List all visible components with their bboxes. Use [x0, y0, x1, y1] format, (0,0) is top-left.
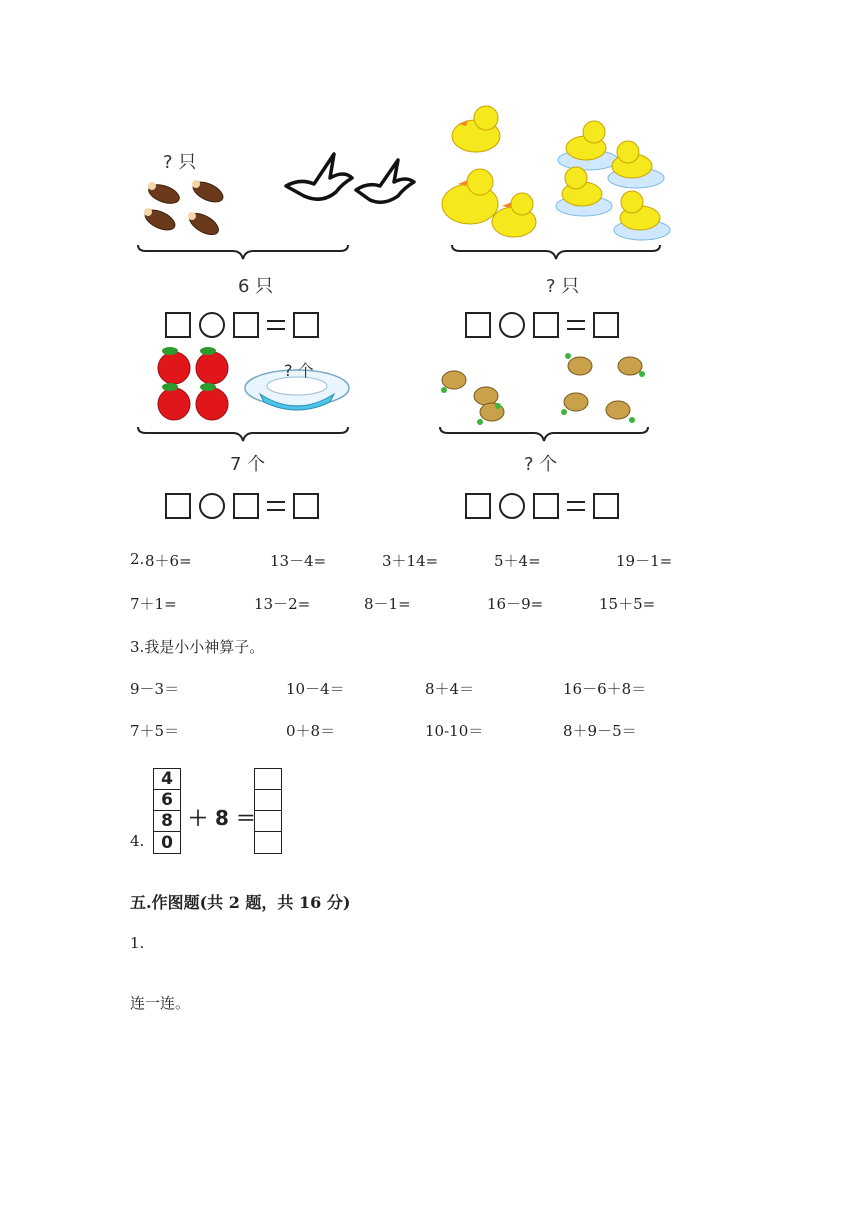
section5-instruction: 连一连。 [130, 994, 191, 1012]
ducks-total-label: ? 只 [546, 276, 580, 297]
equation-boxes-2 [465, 312, 619, 338]
section3-problem: 0＋8＝ [286, 722, 336, 740]
section2-problem: 13－4= [270, 552, 327, 570]
answer-box[interactable] [533, 312, 559, 338]
section3-problem: 8＋9－5＝ [563, 722, 637, 740]
plate-question-label: ? 个 [284, 361, 314, 380]
section3-title: 3.我是小小神算子。 [130, 638, 265, 656]
section3-problem: 9－3＝ [130, 680, 180, 698]
chicks-brace [438, 425, 650, 443]
section3-problem: 7＋5＝ [130, 722, 180, 740]
operator-circle[interactable] [199, 493, 225, 519]
ducks-illustration [436, 102, 676, 247]
section5-heading: 五.作图题(共 2 题，共 16 分) [130, 893, 351, 912]
answer-box[interactable] [533, 493, 559, 519]
answer-box[interactable] [165, 312, 191, 338]
equation-boxes-4 [465, 493, 619, 519]
answer-box[interactable] [593, 312, 619, 338]
stack-number: 6 [154, 790, 180, 811]
section2-problem: 8＋6= [145, 552, 192, 570]
section5-item1: 1. [130, 934, 145, 952]
equals-sign [567, 501, 585, 511]
answer-cell[interactable] [255, 811, 281, 832]
stack-number: 0 [161, 832, 173, 853]
answer-box[interactable] [293, 312, 319, 338]
section2-problem: 3＋14= [382, 552, 439, 570]
answer-box[interactable] [233, 493, 259, 519]
apples-illustration [154, 346, 234, 424]
section3-problem: 8＋4＝ [425, 680, 475, 698]
section2-problem: 15＋5= [599, 595, 656, 613]
stack-number: 8 [154, 811, 180, 832]
apples-total-label: 7 个 [230, 454, 266, 475]
ducks-brace [450, 243, 662, 261]
section2-problem: 16－9= [487, 595, 544, 613]
eagles-total-label: 6 只 [238, 276, 274, 297]
eagles-illustration [136, 172, 236, 247]
operator-circle[interactable] [499, 312, 525, 338]
answer-box[interactable] [165, 493, 191, 519]
answer-box[interactable] [465, 312, 491, 338]
section4-label: 4. [130, 832, 145, 850]
doves-illustration [282, 148, 417, 210]
equation-boxes-1 [165, 312, 319, 338]
equals-sign [567, 320, 585, 330]
operator-circle[interactable] [199, 312, 225, 338]
equals-sign [267, 501, 285, 511]
section2-problem: 5＋4= [494, 552, 541, 570]
eagles-brace [136, 243, 350, 261]
section2-problem: 7＋1= [130, 595, 177, 613]
chicks-illustration [436, 346, 656, 428]
eagles-question-label: ? 只 [163, 152, 197, 173]
answer-box[interactable] [293, 493, 319, 519]
section2-problem: 8－1= [364, 595, 411, 613]
section3-problem: 10－4＝ [286, 680, 345, 698]
section2-problem: 13－2= [254, 595, 311, 613]
operator-text: ＋ 8 ＝ [188, 806, 256, 830]
answer-cell[interactable] [255, 832, 281, 853]
equals-sign [267, 320, 285, 330]
section3-problem: 16－6＋8＝ [563, 680, 647, 698]
answer-box[interactable] [593, 493, 619, 519]
apples-brace [136, 425, 350, 443]
answer-cell[interactable] [255, 769, 281, 790]
answer-stack [254, 768, 282, 854]
answer-box[interactable] [465, 493, 491, 519]
section2-problem: 19－1= [616, 552, 673, 570]
number-stack [153, 768, 181, 854]
section2-label: 2. [130, 550, 145, 568]
chicks-total-label: ? 个 [524, 454, 558, 475]
answer-box[interactable] [233, 312, 259, 338]
stack-number: 4 [154, 769, 180, 790]
equation-boxes-3 [165, 493, 319, 519]
operator-circle[interactable] [499, 493, 525, 519]
answer-cell[interactable] [255, 790, 281, 811]
section3-problem: 10-10＝ [425, 722, 484, 740]
